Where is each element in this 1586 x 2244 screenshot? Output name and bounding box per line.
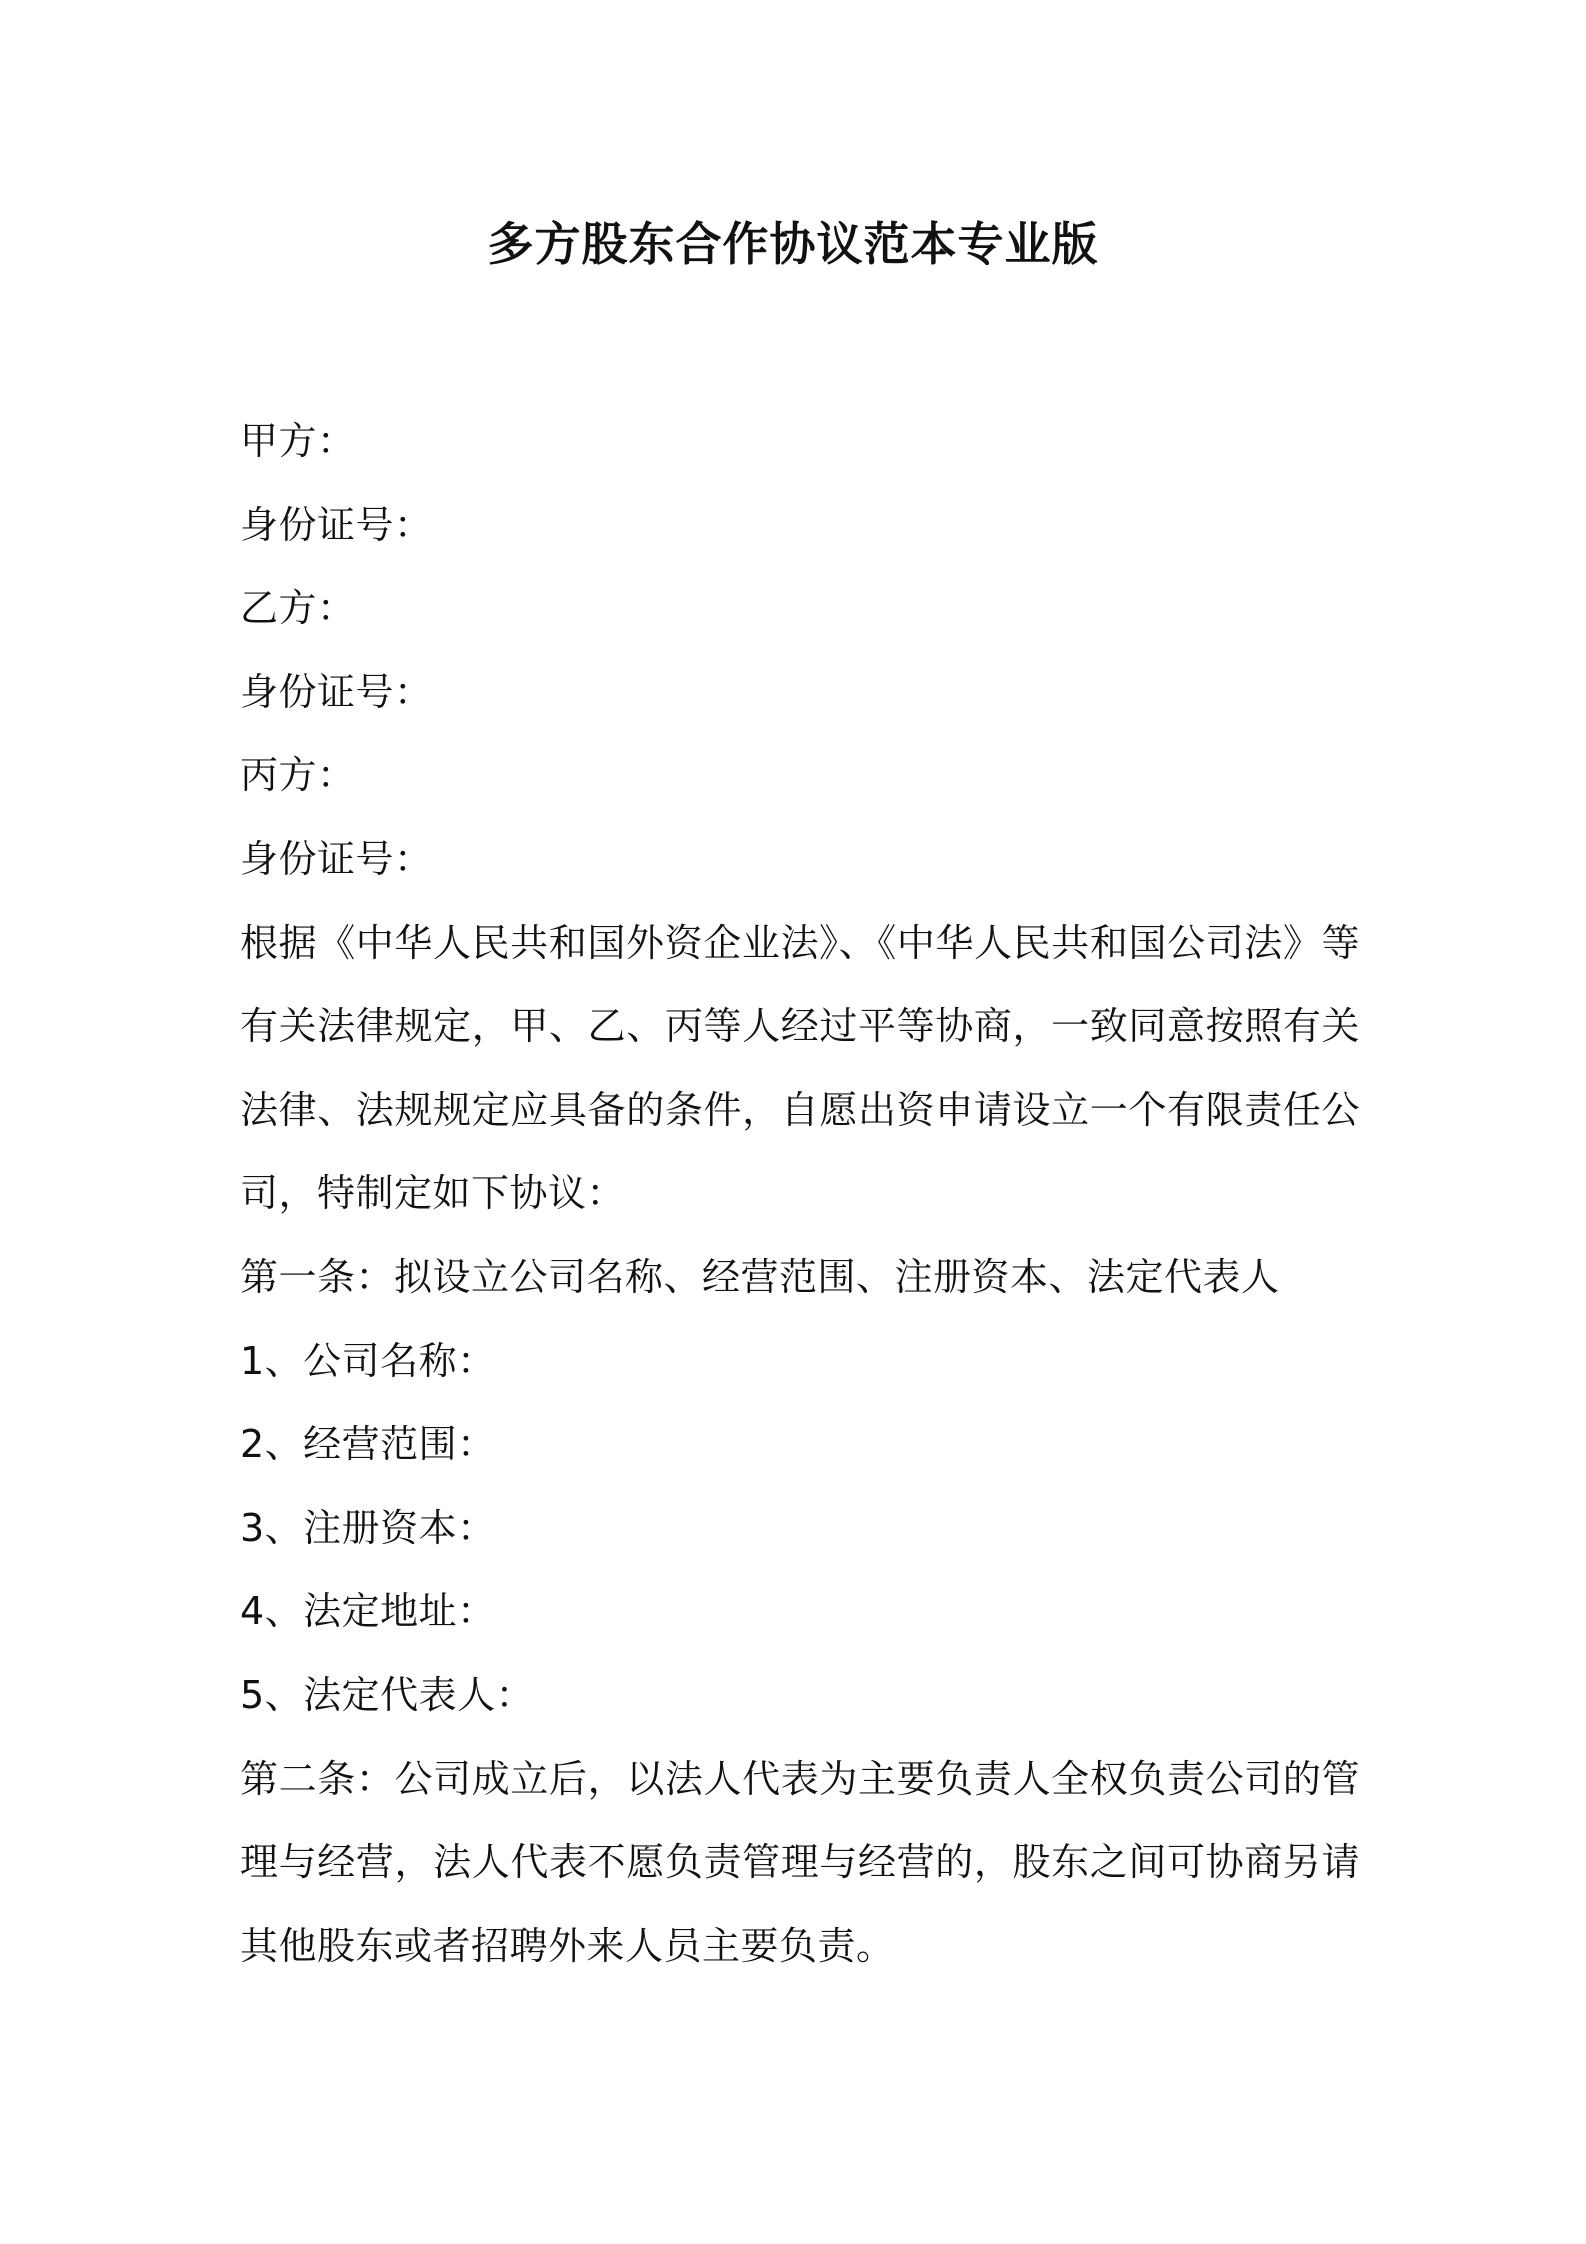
article-1-item-registered-capital: 3、注册资本： (240, 1505, 496, 1550)
document-title: 多方股东合作协议范本专业版 (487, 217, 1099, 271)
article-1-item-company-name: 1、公司名称： (240, 1338, 496, 1383)
party-a-label: 甲方： (240, 419, 356, 463)
article-2-paragraph: 第二条：公司成立后，以法人代表为主要负责人全权负责公司的管理与经营，法人代表不愿负责管理与经营的，股东之间可协商另请其他股东或者招聘外来人员主要负责。 (240, 1756, 1360, 1968)
party-a-id-label: 身份证号： (240, 502, 433, 547)
party-b-label: 乙方： (240, 586, 356, 631)
article-1-heading: 第一条：拟设立公司名称、经营范围、注册资本、法定代表人 (240, 1254, 1280, 1299)
document-body (240, 400, 1360, 1988)
party-c-label: 丙方： (240, 753, 356, 798)
preamble-paragraph: 根据《中华人民共和国外资企业法》、《中华人民共和国公司法》等有关法律规定，甲、乙、丙等人经过平等协商，一致同意按照有关法律、法规规定应具备的条件，自愿出资申请设立一个有限责任公司，特制定如下协议： (240, 920, 1360, 1216)
article-1-item-legal-address: 4、法定地址： (240, 1589, 496, 1634)
party-b-id-label: 身份证号： (240, 669, 433, 714)
party-c-id-label: 身份证号： (240, 836, 433, 881)
article-1-item-business-scope: 2、经营范围： (240, 1422, 496, 1467)
article-1-item-legal-representative: 5、法定代表人： (240, 1672, 535, 1717)
